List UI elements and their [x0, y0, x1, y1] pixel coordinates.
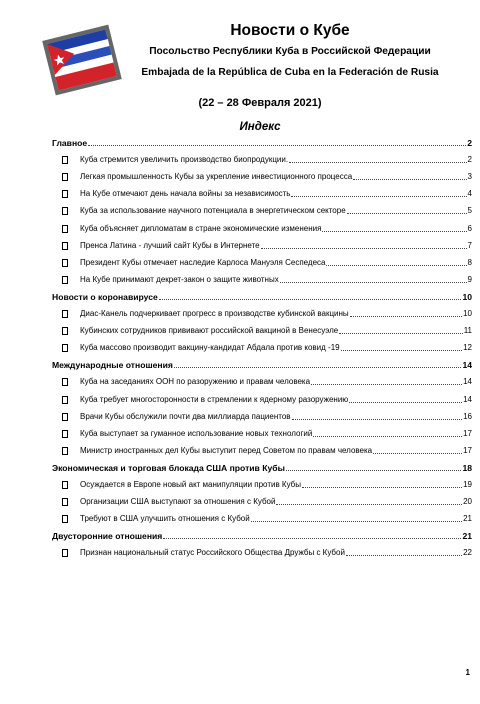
bullet-box-icon — [62, 242, 68, 250]
toc-label: Кубинских сотрудников прививают российской вакциной в Венесуэле — [80, 326, 339, 336]
toc-item[interactable] — [62, 151, 472, 165]
toc-item[interactable] — [62, 202, 472, 216]
toc-page-number: 10 — [462, 291, 472, 302]
toc-label: Международные отношения — [52, 360, 173, 371]
bullet-box-icon — [62, 498, 68, 506]
toc-section[interactable] — [52, 459, 472, 473]
toc-page-number: 22 — [463, 548, 472, 558]
toc-page-number: 2 — [467, 138, 472, 148]
toc-page-number: 5 — [467, 206, 472, 216]
dot-leader — [261, 248, 467, 249]
toc-item[interactable] — [62, 168, 472, 182]
bullet-box-icon — [62, 447, 68, 455]
bullet-box-icon — [62, 327, 68, 335]
bullet-box-icon — [62, 549, 68, 557]
toc-section[interactable] — [52, 288, 472, 302]
toc-page-number: 14 — [462, 360, 472, 371]
index-heading: Индекс — [239, 121, 281, 133]
dot-leader — [251, 521, 462, 522]
toc-page-number: 14 — [463, 394, 472, 404]
toc-section[interactable] — [52, 134, 472, 148]
toc-page-number: 17 — [463, 428, 472, 438]
toc-label: На Кубе отмечают день начала войны за независимость — [80, 189, 291, 199]
dot-leader — [350, 316, 462, 317]
toc-item[interactable] — [62, 185, 472, 199]
toc-label: Куба объясняет дипломатам в стране экономические изменения — [80, 223, 322, 233]
dot-leader — [353, 179, 466, 180]
dot-leader — [349, 402, 462, 403]
toc-label: Куба стремится увеличить производство биопродукции. — [80, 155, 289, 165]
toc-item[interactable] — [62, 544, 472, 558]
bullet-box-icon — [62, 207, 68, 215]
bullet-box-icon — [62, 396, 68, 404]
dot-leader — [313, 436, 462, 437]
dot-leader — [174, 367, 462, 368]
dot-leader — [346, 555, 462, 556]
toc-label: Куба требует многосторонности в стремлении к ядерному разоружению — [80, 394, 349, 404]
toc-label: Куба выступает за гуманное использование новых технологий — [80, 428, 313, 438]
dot-leader — [373, 453, 462, 454]
toc-page-number: 12 — [463, 343, 472, 353]
dot-leader — [88, 145, 466, 146]
toc-page-number: 16 — [463, 411, 472, 421]
toc-page-number: 10 — [463, 309, 472, 318]
toc-label: Требуют в США улучшить отношения с Кубой — [80, 514, 250, 524]
toc-item[interactable] — [62, 220, 472, 234]
bullet-box-icon — [62, 156, 68, 164]
bullet-box-icon — [62, 225, 68, 233]
bullet-box-icon — [62, 310, 68, 318]
dot-leader — [302, 487, 462, 488]
toc-page-number: 21 — [463, 514, 472, 524]
cuba-russia-flag-logo-icon — [40, 22, 124, 98]
toc-label: Новости о коронавирусе — [52, 291, 158, 302]
toc-label: На Кубе принимают декрет-закон о защите животных — [80, 274, 279, 284]
toc-section[interactable] — [52, 356, 472, 370]
bullet-box-icon — [62, 259, 68, 267]
dot-leader — [292, 419, 463, 420]
bullet-box-icon — [62, 344, 68, 352]
toc-label: Легкая промышленность Кубы за укрепление инвестиционного процесса — [80, 172, 353, 182]
toc-item[interactable] — [62, 254, 472, 268]
toc-item[interactable] — [62, 305, 472, 319]
toc-label: Экономическая и торговая блокада США против Кубы — [52, 462, 285, 473]
toc-item[interactable] — [62, 322, 472, 336]
dot-leader — [341, 350, 462, 351]
toc-label: Пренса Латина - лучший сайт Кубы в Интернете — [80, 240, 260, 250]
toc-page-number: 6 — [467, 223, 472, 233]
toc-page-number: 18 — [462, 462, 472, 473]
page-number: 1 — [465, 668, 470, 677]
dot-leader — [276, 504, 462, 505]
toc-label: Организации США выступают за отношения с Кубой — [80, 497, 276, 507]
toc-item[interactable] — [62, 271, 472, 285]
toc-page-number: 17 — [463, 445, 472, 455]
bullet-box-icon — [62, 276, 68, 284]
bullet-box-icon — [62, 378, 68, 386]
dot-leader — [322, 231, 466, 232]
toc-label: Куба за использование научного потенциала в энергетическом секторе — [80, 206, 346, 216]
toc-label: Врачи Кубы обслужили почти два миллиарда пациентов — [80, 411, 291, 421]
toc-item[interactable] — [62, 408, 472, 422]
toc-label: Куба на заседаниях ООН по разоружению и правам человека — [80, 377, 311, 387]
toc-label: Признан национальный статус Российского Общества Дружбы с Кубой — [80, 548, 345, 558]
dot-leader — [326, 265, 466, 266]
toc-page-number: 9 — [467, 274, 472, 284]
embassy-name-es: Embajada de la República de Cuba en la Federación de Rusia — [141, 67, 439, 78]
toc-label: Осуждается в Европе новый акт манипуляции против Кубы — [80, 480, 302, 489]
toc-label: Куба массово производит вакцину-кандидат Абдала против ковид -19 — [80, 343, 340, 353]
bullet-box-icon — [62, 173, 68, 181]
page-title: Новости о Кубе — [230, 22, 350, 39]
dot-leader — [347, 213, 467, 214]
dot-leader — [311, 384, 462, 385]
toc-page-number: 14 — [463, 377, 472, 387]
toc-page-number: 4 — [467, 189, 472, 199]
toc-item[interactable] — [62, 442, 472, 456]
dot-leader — [286, 470, 462, 471]
toc-page-number: 20 — [463, 497, 472, 507]
toc-label: Диас-Канель подчеркивает прогресс в производстве кубинской вакцины — [80, 309, 349, 318]
dot-leader — [289, 162, 466, 163]
bullet-box-icon — [62, 413, 68, 421]
toc-item[interactable] — [62, 510, 472, 524]
embassy-name-ru: Посольство Республики Куба в Российской Федерации — [149, 46, 431, 57]
dot-leader — [339, 333, 462, 334]
bullet-box-icon — [62, 430, 68, 438]
dot-leader — [291, 196, 466, 197]
date-range: (22 – 28 Февраля 2021) — [198, 97, 322, 109]
toc-page-number: 21 — [462, 531, 472, 542]
toc-section[interactable] — [52, 527, 472, 541]
toc-page-number: 11 — [463, 326, 472, 336]
toc-item[interactable] — [62, 425, 472, 439]
toc-page-number: 3 — [467, 172, 472, 182]
dot-leader — [159, 299, 462, 300]
toc-label: Главное — [52, 138, 88, 148]
toc-item[interactable] — [62, 391, 472, 405]
dot-leader — [163, 538, 461, 539]
toc-item[interactable] — [62, 237, 472, 251]
toc-page-number: 19 — [463, 480, 472, 489]
toc-item[interactable] — [62, 373, 472, 387]
toc-page-number: 2 — [467, 155, 472, 165]
toc-item[interactable] — [62, 476, 472, 490]
toc-label: Президент Кубы отмечает наследие Карлоса Мануэля Сеспедеса — [80, 257, 326, 267]
bullet-box-icon — [62, 190, 68, 198]
toc-item[interactable] — [62, 493, 472, 507]
dot-leader — [280, 282, 467, 283]
toc-label: Двусторонние отношения — [52, 531, 163, 542]
bullet-box-icon — [62, 481, 68, 489]
toc-page-number: 8 — [467, 257, 472, 267]
bullet-box-icon — [62, 515, 68, 523]
toc-label: Министр иностранных дел Кубы выступит перед Советом по правам человека — [80, 445, 373, 455]
toc-page-number: 7 — [467, 240, 472, 250]
toc-item[interactable] — [62, 339, 472, 353]
